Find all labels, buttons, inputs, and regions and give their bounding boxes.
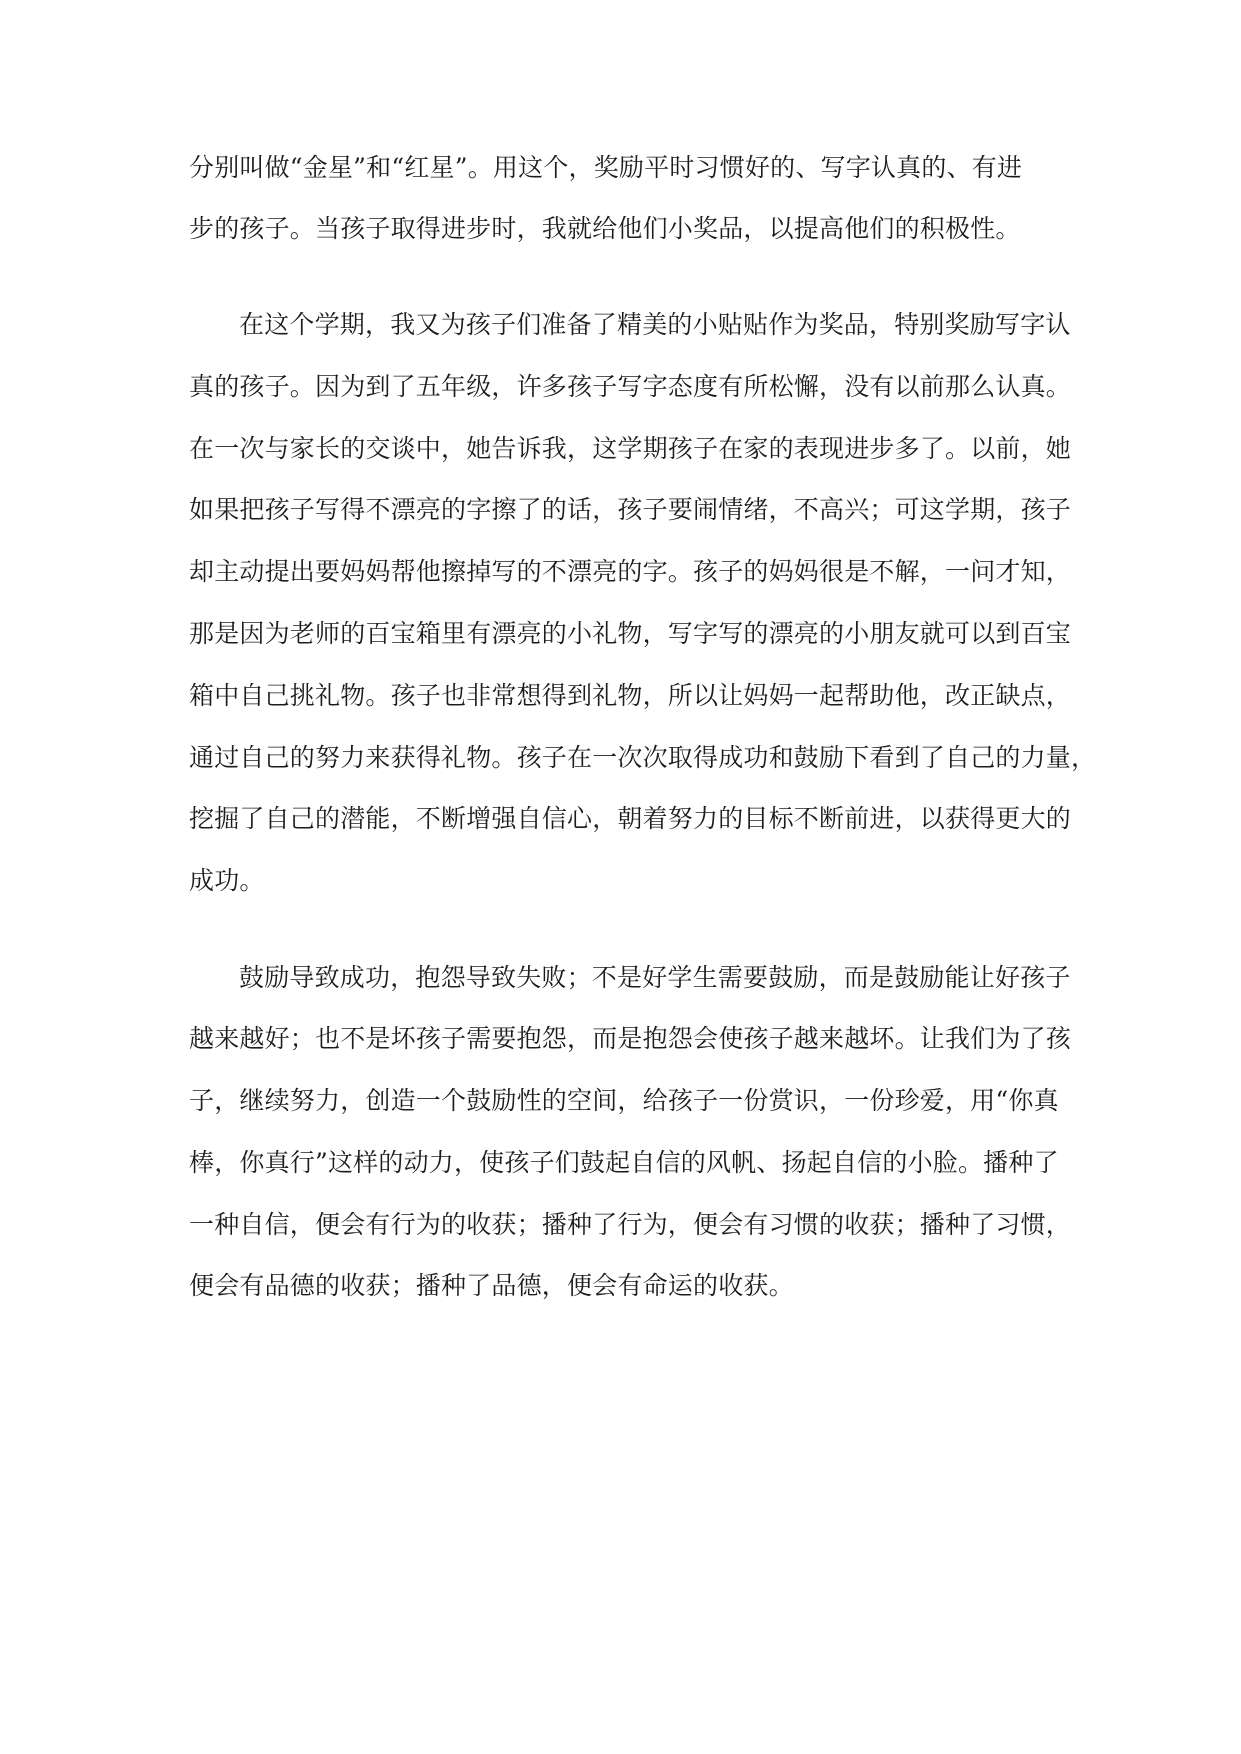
text-line: 成功。 xyxy=(189,866,265,895)
text-line: 一种自信，便会有行为的收获；播种了行为，便会有习惯的收获；播种了习惯， xyxy=(189,1210,1072,1239)
text-line: 挖掘了自己的潜能，不断增强自信心，朝着努力的目标不断前进，以获得更大的 xyxy=(189,804,1072,833)
paragraph-first-line: 鼓励导致成功，抱怨导致失败；不是好学生需要鼓励，而是鼓励能让好孩子 xyxy=(239,963,1071,992)
paragraph-first-line: 在这个学期，我又为孩子们准备了精美的小贴贴作为奖品，特别奖励写字认 xyxy=(239,310,1071,339)
text-line: 在一次与家长的交谈中，她告诉我，这学期孩子在家的表现进步多了。以前，她 xyxy=(189,434,1072,463)
text-line: 箱中自己挑礼物。孩子也非常想得到礼物，所以让妈妈一起帮助他，改正缺点， xyxy=(189,681,1072,710)
text-line: 却主动提出要妈妈帮他擦掉写的不漂亮的字。孩子的妈妈很是不解，一问才知， xyxy=(189,557,1072,586)
text-line: 棒，你真行”这样的动力，使孩子们鼓起自信的风帆、扬起自信的小脸。播种了 xyxy=(189,1148,1059,1177)
text-line: 越来越好；也不是坏孩子需要抱怨，而是抱怨会使孩子越来越坏。让我们为了孩 xyxy=(189,1024,1072,1053)
text-line: 如果把孩子写得不漂亮的字擦了的话，孩子要闹情绪，不高兴；可这学期，孩子 xyxy=(189,495,1072,524)
text-line: 真的孩子。因为到了五年级，许多孩子写字态度有所松懈，没有以前那么认真。 xyxy=(189,372,1072,401)
text-line: 子，继续努力，创造一个鼓励性的空间，给孩子一份赏识，一份珍爱，用“你真 xyxy=(189,1086,1059,1115)
text-line: 通过自己的努力来获得礼物。孩子在一次次取得成功和鼓励下看到了自己的力量， xyxy=(189,743,1097,772)
text-line: 便会有品德的收获；播种了品德，便会有命运的收获。 xyxy=(189,1271,794,1300)
text-line: 步的孩子。当孩子取得进步时，我就给他们小奖品，以提高他们的积极性。 xyxy=(189,214,1021,243)
text-line: 那是因为老师的百宝箱里有漂亮的小礼物，写字写的漂亮的小朋友就可以到百宝 xyxy=(189,619,1072,648)
text-line: 分别叫做“金星”和“红星”。用这个，奖励平时习惯好的、写字认真的、有进 xyxy=(189,153,1023,182)
